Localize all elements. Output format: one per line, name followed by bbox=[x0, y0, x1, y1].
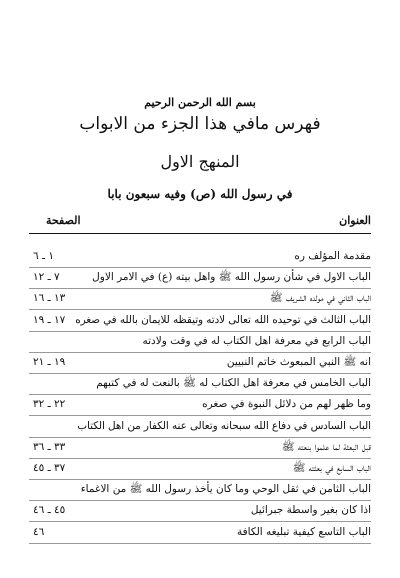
toc-entry bbox=[29, 483, 371, 500]
toc-entry-pages: ١٧ ـ ١٩ bbox=[33, 314, 66, 326]
row-separator bbox=[29, 373, 371, 374]
toc-entry-pages: ٢٢ ـ ٣٢ bbox=[33, 398, 66, 410]
toc-entry-title: الباب التاسع كيفية تبليغه الكافة bbox=[236, 526, 371, 538]
toc-entry-title: قبل البعثة لما علموا بنعته ﷺ bbox=[281, 441, 371, 453]
row-separator bbox=[29, 352, 371, 353]
toc-entry-title: الباب الثاني في مولده الشريف ﷺ bbox=[269, 292, 371, 304]
row-separator bbox=[29, 394, 371, 395]
section-heading: المنهج الاول bbox=[160, 152, 240, 171]
toc-entry bbox=[29, 526, 371, 543]
toc-entry-title: مقدمة المؤلف ره bbox=[294, 250, 371, 262]
toc-entry-title: الباب الاول في شأن رسول الله ﷺ واهل بيته (ع) في الامر الاول bbox=[92, 271, 371, 283]
row-separator bbox=[29, 267, 371, 268]
toc-entry bbox=[29, 398, 371, 415]
toc-entry bbox=[29, 356, 371, 373]
toc-entry-pages: ٤٥ ـ ٤٦ bbox=[33, 504, 66, 516]
toc-entry-title: الباب الرابع في معرفة اهل الكتاب له في وقت ولادته bbox=[142, 335, 371, 347]
row-separator bbox=[29, 479, 371, 480]
row-separator bbox=[29, 500, 371, 501]
row-separator bbox=[29, 458, 371, 459]
row-separator bbox=[29, 437, 371, 438]
toc-entry-title: الباب الخامس في معرفة اهل الكتاب له ﷺ بالنعت له في كتبهم bbox=[96, 377, 371, 389]
toc-entry-title: الباب السابع في بعثته ﷺ bbox=[292, 462, 371, 474]
toc-entry bbox=[29, 271, 371, 288]
toc-entry-pages: ٣٣ ـ ٣٦ bbox=[33, 441, 66, 453]
toc-entry-pages: ٣٧ ـ ٤٥ bbox=[33, 462, 66, 474]
row-separator bbox=[29, 309, 371, 310]
toc-entry bbox=[29, 314, 371, 331]
row-separator bbox=[29, 521, 371, 522]
toc-entry-title: اذا كان بغير واسطة جبرائيل bbox=[250, 504, 371, 516]
column-header-title: العنوان bbox=[339, 214, 371, 227]
toc-entry bbox=[29, 420, 371, 437]
toc-entry bbox=[29, 462, 371, 479]
header-rule bbox=[29, 233, 371, 234]
basmala: بسم الله الرحمن الرحيم bbox=[144, 96, 256, 109]
toc-entry bbox=[29, 441, 371, 458]
toc-entry-title: الباب السادس في دفاع الله سبحانه وتعالى عنه الكفار من اهل الكتاب bbox=[77, 420, 371, 432]
toc-entry-title: انه ﷺ النبي المبعوث خاتم النبيين bbox=[226, 356, 371, 368]
toc-entry-title: الباب الثالث في توحيده الله تعالى لادته وتيقظه للايمان بالله في صغره bbox=[75, 314, 371, 326]
toc-entry bbox=[29, 250, 371, 267]
toc-entry-title: الباب الثامن في ثقل الوحي وما كان يأخذ رسول الله ﷺ من الاغماء bbox=[80, 483, 371, 495]
toc-entry bbox=[29, 335, 371, 352]
toc-entry bbox=[29, 504, 371, 521]
row-separator bbox=[29, 288, 371, 289]
toc-entry-pages: ١٣ ـ ١٦ bbox=[33, 292, 66, 304]
toc-entry bbox=[29, 377, 371, 394]
column-header-page: الصفحة bbox=[46, 214, 81, 227]
row-separator bbox=[29, 543, 371, 544]
toc-entry-title: وما ظهر لهم من دلائل النبوة في صغره bbox=[202, 398, 371, 410]
toc-entry-pages: ١٩ ـ ٢١ bbox=[33, 356, 66, 368]
page-title: فهرس مافي هذا الجزء من الابواب bbox=[79, 114, 321, 134]
row-separator bbox=[29, 331, 371, 332]
row-separator bbox=[29, 415, 371, 416]
section-subtitle: في رسول الله (ص) وفيه سبعون بابا bbox=[107, 187, 293, 201]
toc-entry-pages: ٤٦ bbox=[33, 526, 45, 538]
toc-entry-pages: ١ ـ ٦ bbox=[33, 250, 55, 262]
toc-entry-pages: ٧ ـ ١٢ bbox=[33, 271, 60, 283]
toc-entry bbox=[29, 292, 371, 309]
